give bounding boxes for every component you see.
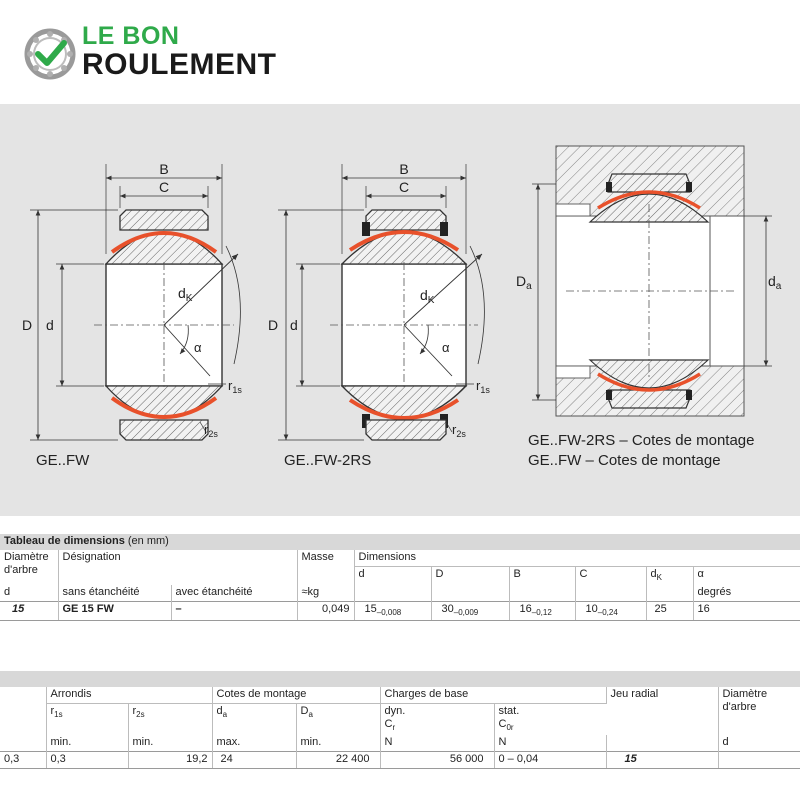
dimensions-unit: (en mm) (127, 535, 169, 547)
header-C: C (575, 567, 646, 586)
cell-da: 19,2 (128, 752, 212, 769)
header-r2s: $r_{2s}$ (128, 704, 212, 736)
cell-d: $15_{-0,008}$ (354, 602, 431, 621)
unit-min-3: min. (296, 735, 380, 752)
cell-designation-sans: GE 15 FW (58, 602, 171, 621)
header-arrondis: Arrondis (46, 687, 212, 704)
dimensions-table (0, 534, 800, 621)
caption-mounting-fw: GE..FW – Cotes de montage (528, 452, 721, 469)
header-diametre-2: Diamètre d'arbre (722, 688, 768, 713)
cell-diametre-2: 15 (606, 752, 718, 769)
caption-mounting-2rs: GE..FW-2RS – Cotes de montage (528, 432, 755, 449)
header-dyn: dyn. $C_r$ (380, 704, 494, 736)
unit-d: d (0, 585, 58, 602)
technical-drawing (0, 104, 800, 516)
fig1-label-B: B (159, 161, 169, 177)
header-cotes: Cotes de montage (212, 687, 380, 704)
unit-degres: degrés (697, 586, 732, 599)
fig2-label-d: d (290, 317, 298, 333)
mounting-header-row1 (0, 687, 800, 704)
fig1-label-r1s: $r_{1s}$ (228, 378, 242, 395)
cell-dk: 25 (646, 602, 693, 621)
cell-Da: 24 (212, 752, 296, 769)
cell-masse: 0,049 (297, 602, 354, 621)
header-designation: Désignation (58, 550, 297, 585)
header-dk: $d_K$ (646, 567, 693, 586)
header-jeu: Jeu radial (606, 687, 718, 735)
header-alpha: α (697, 568, 704, 580)
dimensions-title: Tableau de dimensions (4, 535, 125, 547)
fig1-label-C: C (158, 179, 170, 195)
unit-N-2: N (494, 735, 606, 752)
fig2-label-dk: $d_K$ (420, 287, 435, 306)
header-d: d (354, 567, 431, 586)
figure-ge-fw-2rs (268, 161, 490, 440)
fig3-label-Da: $D_a$ (516, 273, 532, 292)
cell-C: $10_{-0,24}$ (575, 602, 646, 621)
cell-C0r: 56 000 (380, 752, 494, 769)
header-r1s: $r_{1s}$ (46, 704, 128, 736)
dimensions-title-row (0, 534, 800, 550)
unit-max: max. (212, 735, 296, 752)
caption-ge-fw-2rs: GE..FW-2RS (284, 452, 372, 469)
header-da: $d_a$ (212, 704, 296, 736)
table-row (0, 752, 800, 769)
cell-diametre: 15 (0, 602, 58, 621)
cell-alpha: 16 (693, 602, 800, 621)
cell-D: $30_{-0,009}$ (431, 602, 509, 621)
header-Da: $D_a$ (296, 704, 380, 736)
unit-N-1: N (380, 735, 494, 752)
cell-jeu: 0 – 0,04 (494, 752, 606, 769)
header-charges: Charges de base (380, 687, 606, 704)
unit-avec: avec étanchéité (171, 585, 297, 602)
fig2-label-C: C (398, 179, 410, 195)
cell-r1s: 0,3 (0, 752, 46, 769)
unit-min-1: min. (46, 735, 128, 752)
header-stat: stat. $C_{0r}$ (498, 705, 520, 733)
fig1-label-D: D (22, 317, 33, 333)
header-diametre: Diamètre d'arbre (0, 550, 58, 585)
mounting-title-row (0, 671, 800, 687)
fig3-label-da: $d_a$ (768, 273, 782, 292)
cell-Cr: 22 400 (296, 752, 380, 769)
fig1-label-d: d (46, 317, 54, 333)
unit-sans: sans étanchéité (58, 585, 171, 602)
brand-wordmark (82, 24, 277, 80)
bearing-check-icon (24, 28, 76, 80)
dimensions-units-row (0, 585, 800, 602)
unit-kg: ≈kg (297, 585, 354, 602)
brand-line2: ROULEMENT (82, 48, 277, 81)
cell-designation-avec: – (171, 602, 297, 621)
header-masse: Masse (297, 550, 354, 585)
table-row (0, 602, 800, 621)
header (0, 0, 800, 104)
figure-mounting (516, 146, 782, 416)
fig2-label-D: D (268, 317, 279, 333)
unit-d-2: d (722, 736, 729, 749)
fig1-label-alpha: α (194, 340, 202, 355)
caption-ge-fw: GE..FW (36, 452, 90, 469)
dimensions-header-row1 (0, 550, 800, 567)
unit-min-2: min. (128, 735, 212, 752)
fig2-label-r1s: $r_{1s}$ (476, 378, 490, 395)
header-B: B (509, 567, 575, 586)
header-D: D (431, 567, 509, 586)
cell-B: $16_{-0,12}$ (509, 602, 575, 621)
fig1-label-dk: $d_K$ (178, 285, 193, 304)
fig1-label-r2s: $r_{2s}$ (204, 422, 218, 439)
mounting-units-row (0, 735, 800, 752)
figure-ge-fw (22, 161, 242, 440)
mounting-table (0, 671, 800, 769)
fig2-label-r2s: $r_{2s}$ (452, 422, 466, 439)
fig2-label-alpha: α (442, 340, 450, 355)
brand-line1: LE BON (82, 22, 180, 50)
header-dimensions: Dimensions (354, 550, 800, 567)
fig2-label-B: B (399, 161, 409, 177)
cell-r2s: 0,3 (50, 753, 66, 766)
